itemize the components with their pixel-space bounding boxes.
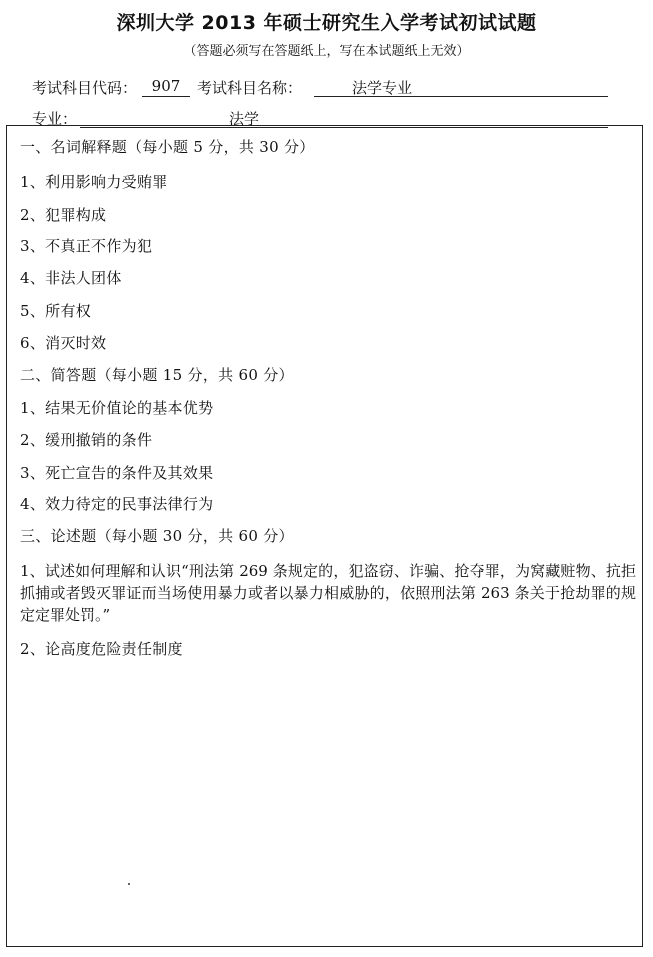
major-value: 法学 <box>228 110 259 128</box>
subject-code-value: 907 <box>151 77 181 95</box>
question-item: 3、死亡宣告的条件及其效果 <box>20 464 214 482</box>
subject-name-label: 考试科目名称： <box>197 79 303 97</box>
subject-name-value: 法学专业 <box>351 79 412 97</box>
section-heading-definitions: 一、名词解释题（每小题 5 分，共 30 分） <box>20 138 315 156</box>
question-item: 1、结果无价值论的基本优势 <box>20 399 214 417</box>
subject-code-underline <box>142 96 190 97</box>
question-item: 5、所有权 <box>20 302 92 320</box>
question-item: 2、论高度危险责任制度 <box>20 640 183 658</box>
section-heading-essay: 三、论述题（每小题 30 分，共 60 分） <box>20 527 294 545</box>
exam-title: 深圳大学 2013 年硕士研究生入学考试初试试题 <box>116 12 537 34</box>
subject-code-label: 考试科目代码： <box>32 79 138 97</box>
question-item: 3、不真正不作为犯 <box>20 237 153 255</box>
section-heading-short-answer: 二、简答题（每小题 15 分，共 60 分） <box>20 366 294 384</box>
question-item: 1、利用影响力受贿罪 <box>20 173 168 191</box>
question-item: 2、缓刑撤销的条件 <box>20 431 153 449</box>
scan-speck <box>128 883 130 885</box>
major-label: 专业： <box>32 110 78 128</box>
question-item: 2、犯罪构成 <box>20 206 107 224</box>
question-frame <box>6 125 643 947</box>
question-item-paragraph: 1、试述如何理解和认识“刑法第 269 条规定的，犯盗窃、诈骗、抢夺罪，为窝藏赃物、抗拒抓捕或者毁灭罪证而当场使用暴力或者以暴力相威胁的，依照刑法第 263 条关于抢劫罪的规定定罪处罚。” <box>20 562 636 624</box>
question-item: 6、消灭时效 <box>20 334 107 352</box>
question-item: 4、非法人团体 <box>20 269 122 287</box>
answer-instruction: （答题必须写在答题纸上，写在本试题纸上无效） <box>183 44 470 59</box>
question-item: 4、效力待定的民事法律行为 <box>20 495 214 513</box>
